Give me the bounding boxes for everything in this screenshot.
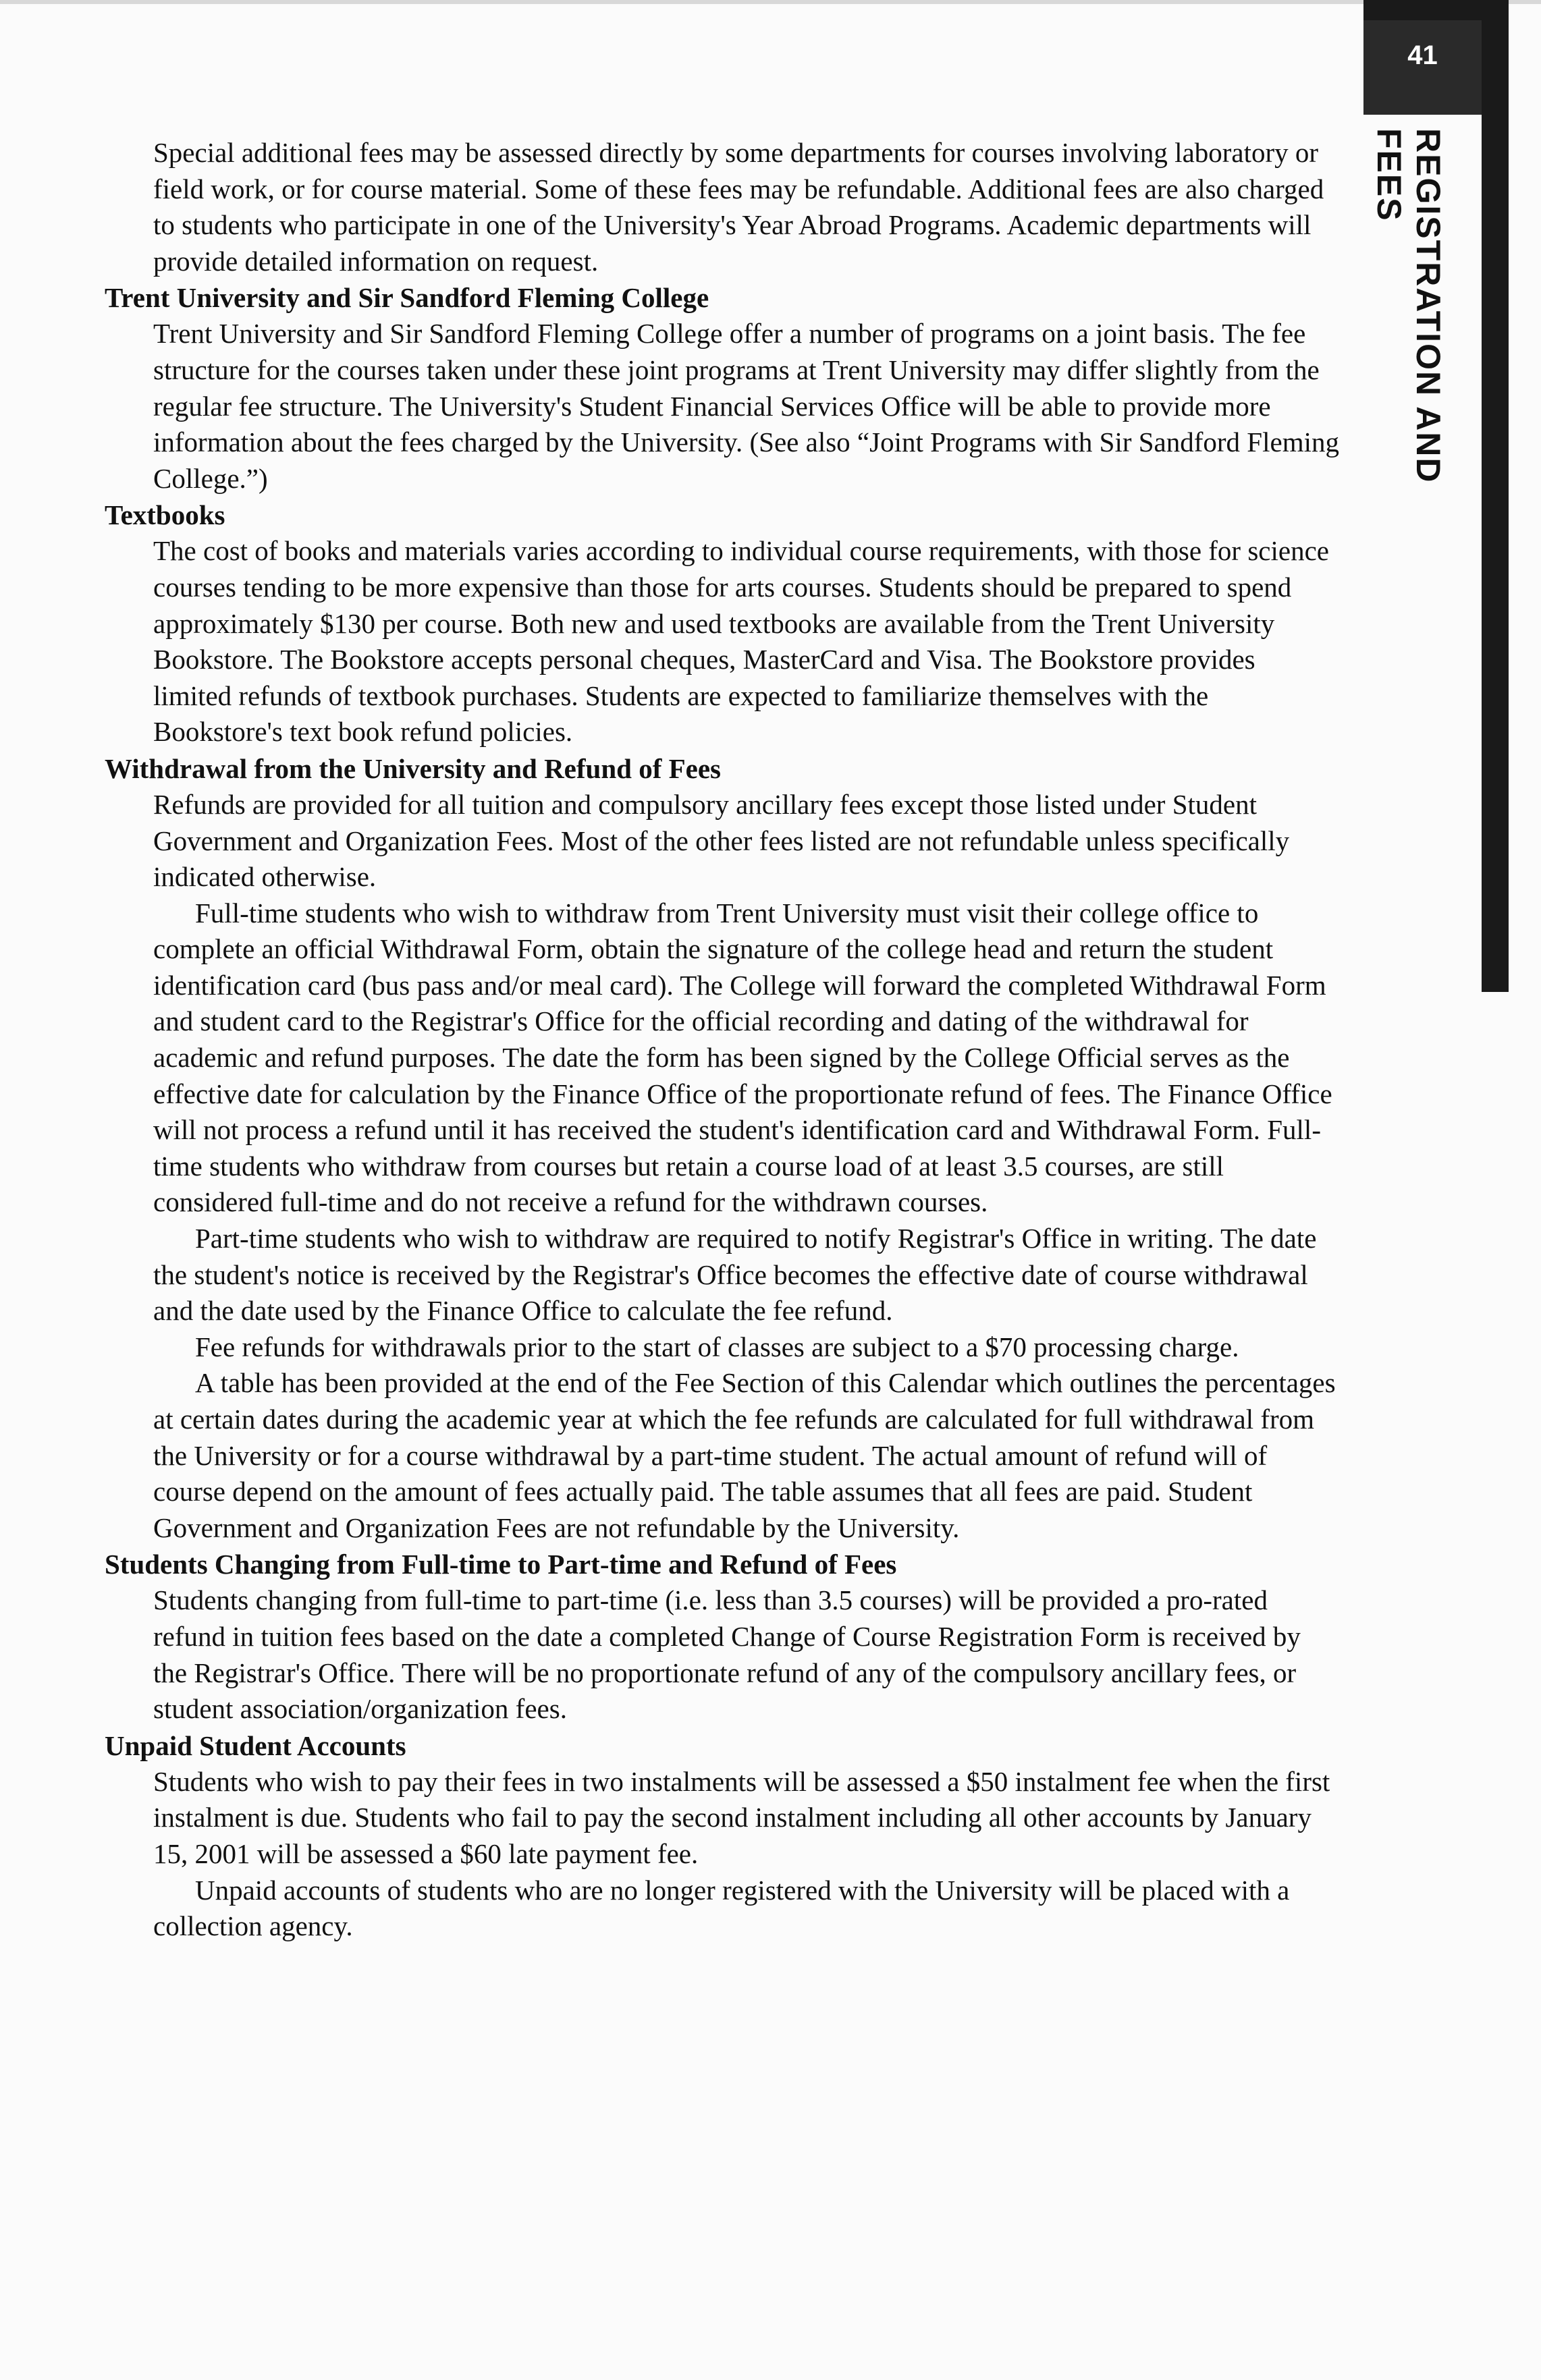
withdrawal-paragraph-1: Refunds are provided for all tuition and compulsory ancillary fees except those listed under Student Government and Organization Fees. Most of the other fees listed are not refundable unless specifically indicated otherwise.: [153, 788, 1290, 893]
heading-trent-fleming: Trent University and Sir Sandford Fleming College: [105, 282, 709, 314]
top-rule: [0, 0, 1541, 4]
withdrawal-paragraph-4: Fee refunds for withdrawals prior to the start of classes are subject to a $70 processing charge.: [195, 1331, 1239, 1362]
heading-unpaid-accounts: Unpaid Student Accounts: [105, 1729, 406, 1761]
withdrawal-paragraph-2: Full-time students who wish to withdraw from Trent University must visit their college office to complete an official Withdrawal Form, obtain the signature of the college head and return the student identification card (bus pass and/or meal card). The College will forward the completed Withdrawal Form and student card to the Registrar's Office for the official recording and dating of the withdrawal for academic and refund purposes. The date the form has been signed by the College Official serves as the effective date for calculation by the Finance Office of the proportionate refund of fees. The Finance Office will not process a refund until it has received the student's identification card and Withdrawal Form. Full-time students who withdraw from courses but retain a course load of at least 3.5 courses, are still considered full-time and do not receive a refund for the withdrawn courses.: [153, 897, 1332, 1218]
heading-withdrawal: Withdrawal from the University and Refund of Fees: [105, 752, 721, 784]
heading-changing-status: Students Changing from Full-time to Part-time and Refund of Fees: [105, 1549, 897, 1580]
intro-paragraph: Special additional fees may be assessed directly by some departments for courses involving laboratory or field work, or for course material. Some of these fees may be refundable. Additional fees are also charged to students who participate in one of the University's Year Abroad Programs. Academic departments will provide detailed information on request.: [153, 137, 1324, 277]
unpaid-accounts-paragraph-2: Unpaid accounts of students who are no longer registered with the University will be placed with a collection agency.: [153, 1874, 1290, 1942]
unpaid-accounts-paragraph-1: Students who wish to pay their fees in two instalments will be assessed a $50 instalment fee when the first instalment is due. Students who fail to pay the second instalment including all other accounts by January 15, 2001 will be assessed a $60 late payment fee.: [153, 1765, 1330, 1869]
changing-status-paragraph: Students changing from full-time to part-time (i.e. less than 3.5 courses) will be provided a pro-rated refund in tuition fees based on the date a completed Change of Course Registration Form is received by the Registrar's Office. There will be no proportionate refund of any of the compulsory ancillary fees, or student association/organization fees.: [153, 1584, 1301, 1725]
main-text-column: [105, 135, 1340, 1945]
section-side-label: REGISTRATION AND FEES: [1370, 128, 1447, 484]
trent-fleming-paragraph: Trent University and Sir Sandford Fleming College offer a number of programs on a joint basis. The fee structure for the courses taken under these joint programs at Trent University may differ slightly from the regular fee structure. The University's Student Financial Services Office will be able to provide more information about the fees charged by the University. (See also “Joint Programs with Sir Sandford Fleming College.”): [153, 318, 1339, 494]
textbooks-paragraph: The cost of books and materials varies according to individual course requirements, with those for science courses tending to be more expensive than those for arts courses. Students should be prepared to spend approximately $130 per course. Both new and used textbooks are available from the Trent University Bookstore. The Bookstore accepts personal cheques, MasterCard and Visa. The Bookstore provides limited refunds of textbook purchases. Students are expected to familiarize themselves with the Bookstore's text book refund policies.: [153, 535, 1329, 748]
page-number: 41: [1407, 40, 1438, 70]
section-tab-strip: [1482, 115, 1509, 992]
heading-textbooks: Textbooks: [105, 499, 225, 531]
withdrawal-paragraph-5: A table has been provided at the end of the Fee Section of this Calendar which outlines the percentages at certain dates during the academic year at which the fee refunds are calculated for full withdrawal from the University or for a course withdrawal by a part-time student. The actual amount of refund will of course depend on the amount of fees actually paid. The table assumes that all fees are paid. Student Government and Organization Fees are not refundable by the University.: [153, 1367, 1336, 1543]
withdrawal-paragraph-3: Part-time students who wish to withdraw are required to notify Registrar's Office in writing. The date the student's notice is received by the Registrar's Office becomes the effective date of course withdrawal and the date used by the Finance Office to calculate the fee refund.: [153, 1223, 1317, 1327]
